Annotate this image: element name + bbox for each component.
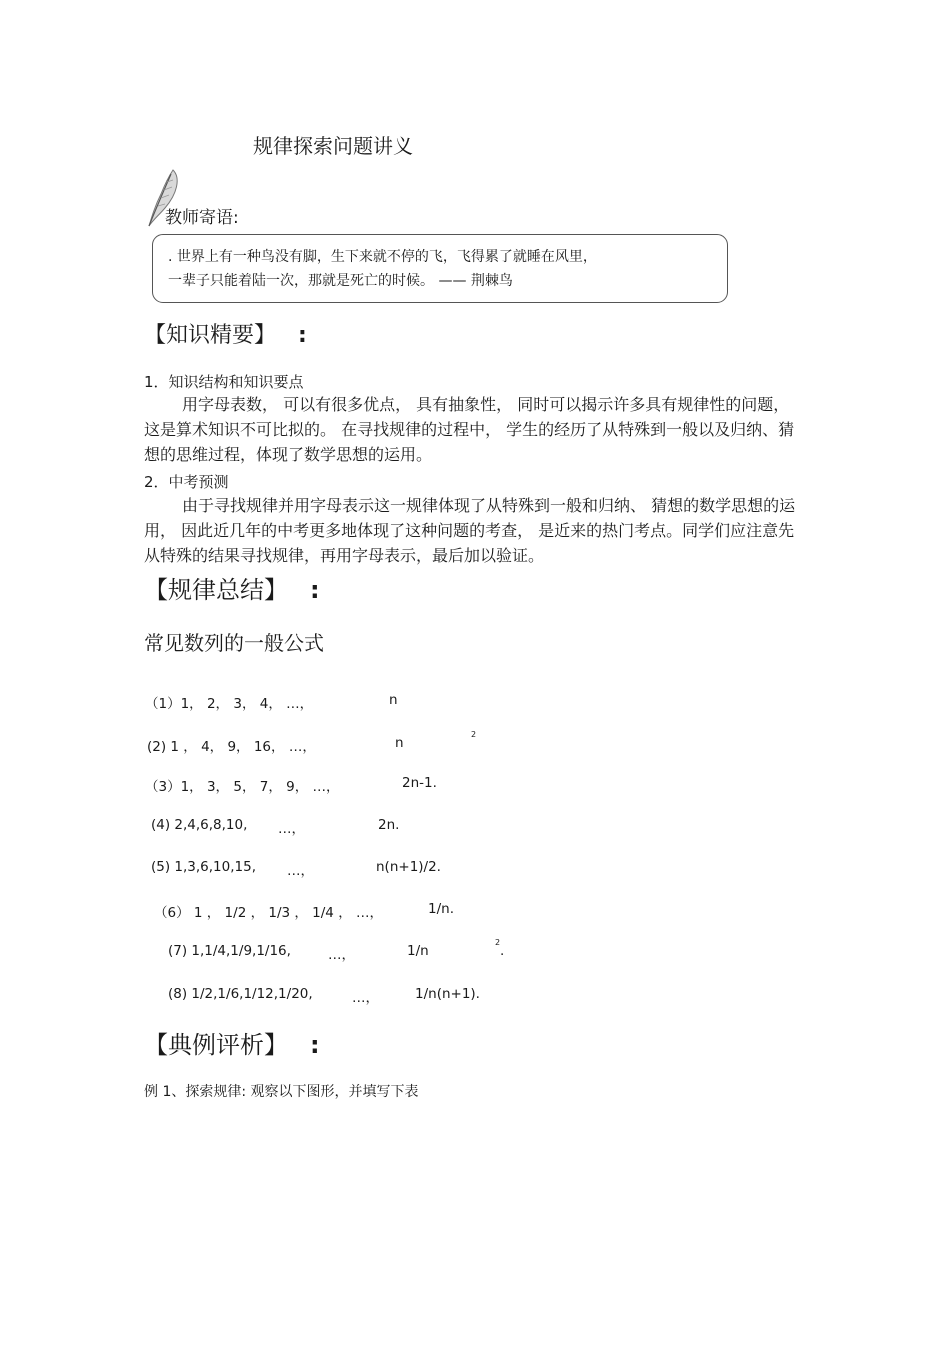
sequence-6: （6） 1 ， 1/2 ， 1/3 ， 1/4 ， …， xyxy=(154,905,383,921)
paragraph-text: 由于寻找规律并用字母表示这一规律体现了从特殊到一般和归纳、 猜想的数学思想的运用， 因此近几年的中考更多地体现了这种问题的考查， 是近来的热门考点。同学们应注意先从特殊的结果寻找规律，再用字母表示，最后加以验证。 xyxy=(144,496,796,565)
formula-4: 2n. xyxy=(378,817,400,833)
page-title: 规律探索问题讲义 xyxy=(253,134,413,158)
knowledge-item2-heading: 2．中考预测 xyxy=(144,473,229,491)
quote-box xyxy=(152,234,728,303)
teacher-message-label: 教师寄语: xyxy=(165,208,239,228)
knowledge-item1-heading: 1．知识结构和知识要点 xyxy=(144,373,304,391)
section-title: 【知识精要】 xyxy=(144,323,277,348)
ellipsis-8: …， xyxy=(352,990,379,1006)
ellipsis-4: …， xyxy=(278,821,305,837)
knowledge-item1-paragraph xyxy=(144,392,804,467)
sequence-8: (8) 1/2,1/6,1/12,1/20, xyxy=(168,986,313,1002)
paragraph-text: 用字母表数， 可以有很多优点， 具有抽象性， 同时可以揭示许多具有规律性的问题，这是算术知识不可比拟的。 在寻找规律的过程中， 学生的经历了从特殊到一般以及归纳、猜想的思维过程，体现了数学思想的运用。 xyxy=(144,395,795,464)
section-knowledge-heading xyxy=(144,318,307,349)
section-title: 【规律总结】 xyxy=(144,576,288,604)
formula-2-exponent: 2 xyxy=(471,730,477,739)
knowledge-item2-paragraph xyxy=(144,493,804,568)
sequence-4: (4) 2,4,6,8,10, xyxy=(151,817,248,833)
sequence-5: (5) 1,3,6,10,15, xyxy=(151,859,256,875)
formula-3: 2n-1. xyxy=(402,775,437,791)
sequence-formulas-subtitle: 常见数列的一般公式 xyxy=(144,631,324,655)
sequence-1: （1）1， 2， 3， 4， …， xyxy=(145,696,314,712)
section-examples-heading xyxy=(144,1025,320,1060)
sequence-2: (2) 1 ， 4， 9， 16， …， xyxy=(147,739,316,755)
formula-8: 1/n(n+1). xyxy=(415,986,480,1002)
ellipsis-7: …， xyxy=(328,947,355,963)
sequence-7: (7) 1,1/4,1/9,1/16, xyxy=(168,943,291,959)
section-colon: : xyxy=(298,323,307,348)
section-rules-heading xyxy=(144,570,320,605)
section-colon: : xyxy=(310,576,320,604)
example-1-prompt: 例 1、探索规律: 观察以下图形，并填写下表 xyxy=(144,1084,419,1100)
formula-7: 1/n xyxy=(407,943,429,959)
formula-6: 1/n. xyxy=(428,901,454,917)
quote-line-1: . 世界上有一种鸟没有脚，生下来就不停的飞，飞得累了就睡在风里， xyxy=(168,249,597,265)
sequence-3: （3）1， 3， 5， 7， 9， …， xyxy=(145,779,340,795)
formula-2: n xyxy=(395,735,404,751)
quote-line-2: 一辈子只能着陆一次，那就是死亡的时候。 —— 荆棘鸟 xyxy=(168,273,513,289)
formula-1: n xyxy=(389,692,398,708)
formula-7-exponent: 2 xyxy=(495,938,501,947)
formula-5: n(n+1)/2. xyxy=(376,859,441,875)
section-colon: : xyxy=(310,1031,320,1059)
formula-7-period: . xyxy=(500,943,505,959)
ellipsis-5: …， xyxy=(287,863,314,879)
section-title: 【典例评析】 xyxy=(144,1031,288,1059)
